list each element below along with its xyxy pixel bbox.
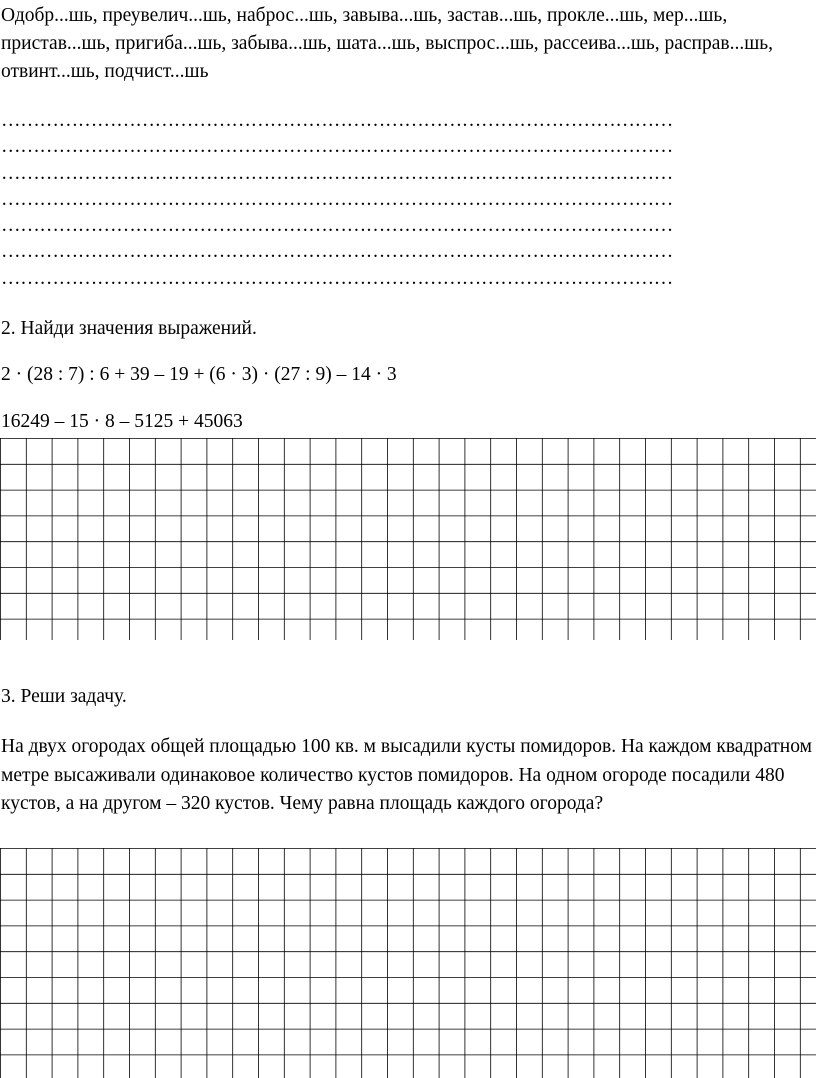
answer-dotted-line[interactable]: …………………………………………………………………………………………… [1,110,674,131]
answer-dotted-line[interactable]: …………………………………………………………………………………………… [1,267,674,289]
task2-expression-1: 2 · (28 : 7) : 6 + 39 – 19 + (6 · 3) · (27 : 9) – 14 · 3 [1,364,397,385]
task3-squared-answer-grid[interactable] [0,848,816,1078]
answer-dotted-line[interactable]: …………………………………………………………………………………………… [1,162,674,184]
task1-word-list: Одобр...шь, преувелич...шь, наброс...шь, завыва...шь, застав...шь, прокле...шь, мер...шь, пристав...шь, пригиба...шь, забыва...шь, шата...шь, выспрос...шь, рассеива...шь, расправ...шь, отвинт...шь, подчист...шь [1,5,774,82]
answer-dotted-line[interactable]: …………………………………………………………………………………………… [1,241,674,263]
answer-dotted-line[interactable]: …………………………………………………………………………………………… [1,136,674,158]
answer-dotted-line[interactable]: …………………………………………………………………………………………… [1,188,674,210]
task2-heading: 2. Найди значения выражений. [1,318,257,339]
task1-answer-area[interactable] [1,108,815,292]
task2-expression-2: 16249 – 15 · 8 – 5125 + 45063 [1,411,243,432]
answer-dotted-line[interactable]: …………………………………………………………………………………………… [1,215,674,237]
task3-heading: 3. Реши задачу. [1,686,127,707]
task3-problem-text: На двух огородах общей площадью 100 кв. м высадили кусты помидоров. На каждом квадратном метре высаживали одинаковое количество кустов помидоров. На одном огороде посадили 480 кустов, а на другом – 320 кустов. Чему равна площадь каждого огорода? [1,736,812,814]
grid-lines [0,848,816,1078]
grid-lines [0,438,816,640]
task2-squared-answer-grid[interactable] [0,438,816,640]
